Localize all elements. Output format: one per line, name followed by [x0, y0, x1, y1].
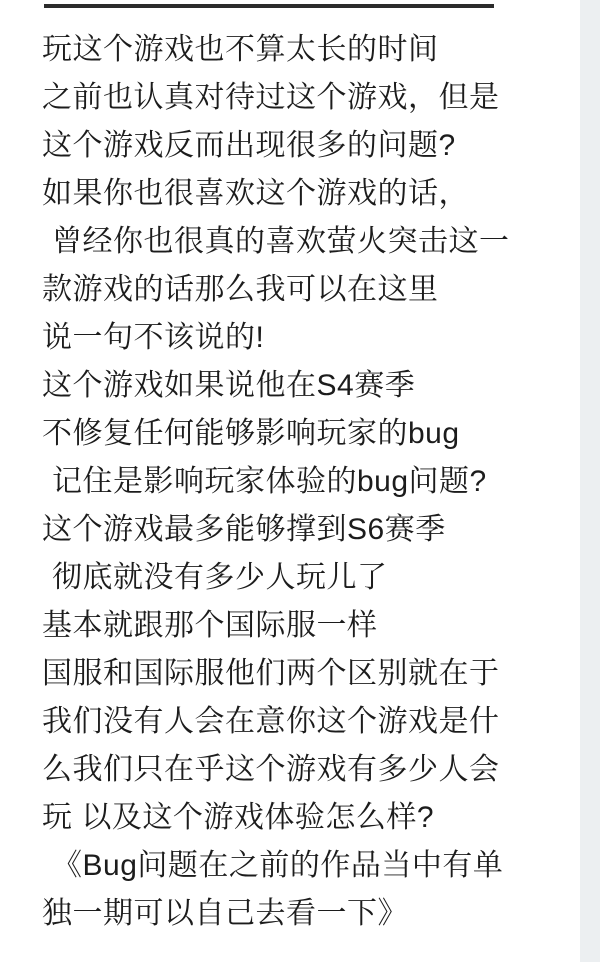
text-line: 彻底就没有多少人玩儿了 [52, 561, 388, 594]
divider-row [42, 0, 562, 26]
text-line: 曾经你也很真的喜欢萤火突击这一 [52, 225, 510, 258]
text-line: 国服和国际服他们两个区别就在于 [42, 657, 500, 690]
text-line: 这个游戏最多能够撑到S6赛季 [42, 513, 446, 546]
right-gutter [580, 0, 600, 962]
text-line: 我们没有人会在意你这个游戏是什 [42, 705, 500, 738]
text-line: 之前也认真对待过这个游戏，但是 [42, 81, 500, 114]
text-line: 如果你也很喜欢这个游戏的话， [42, 177, 469, 210]
text-line: 记住是影响玩家体验的bug问题? [52, 465, 487, 498]
text-line: 《Bug问题在之前的作品当中有单 [52, 849, 504, 882]
text-line: 说一句不该说的! [42, 321, 265, 354]
text-line: 款游戏的话那么我可以在这里 [42, 273, 439, 306]
text-line: 这个游戏如果说他在S4赛季 [42, 369, 416, 402]
text-line: 独一期可以自己去看一下》 [42, 897, 408, 930]
text-line: 么我们只在乎这个游戏有多少人会 [42, 753, 500, 786]
text-line: 基本就跟那个国际服一样 [42, 609, 378, 642]
horizontal-rule-icon [44, 4, 494, 8]
text-line: 不修复任何能够影响玩家的bug [42, 417, 460, 450]
text-line: 玩 以及这个游戏体验怎么样? [42, 801, 435, 834]
text-line: 这个游戏反而出现很多的问题? [42, 129, 456, 162]
text-line: 玩这个游戏也不算太长的时间 [42, 33, 439, 66]
